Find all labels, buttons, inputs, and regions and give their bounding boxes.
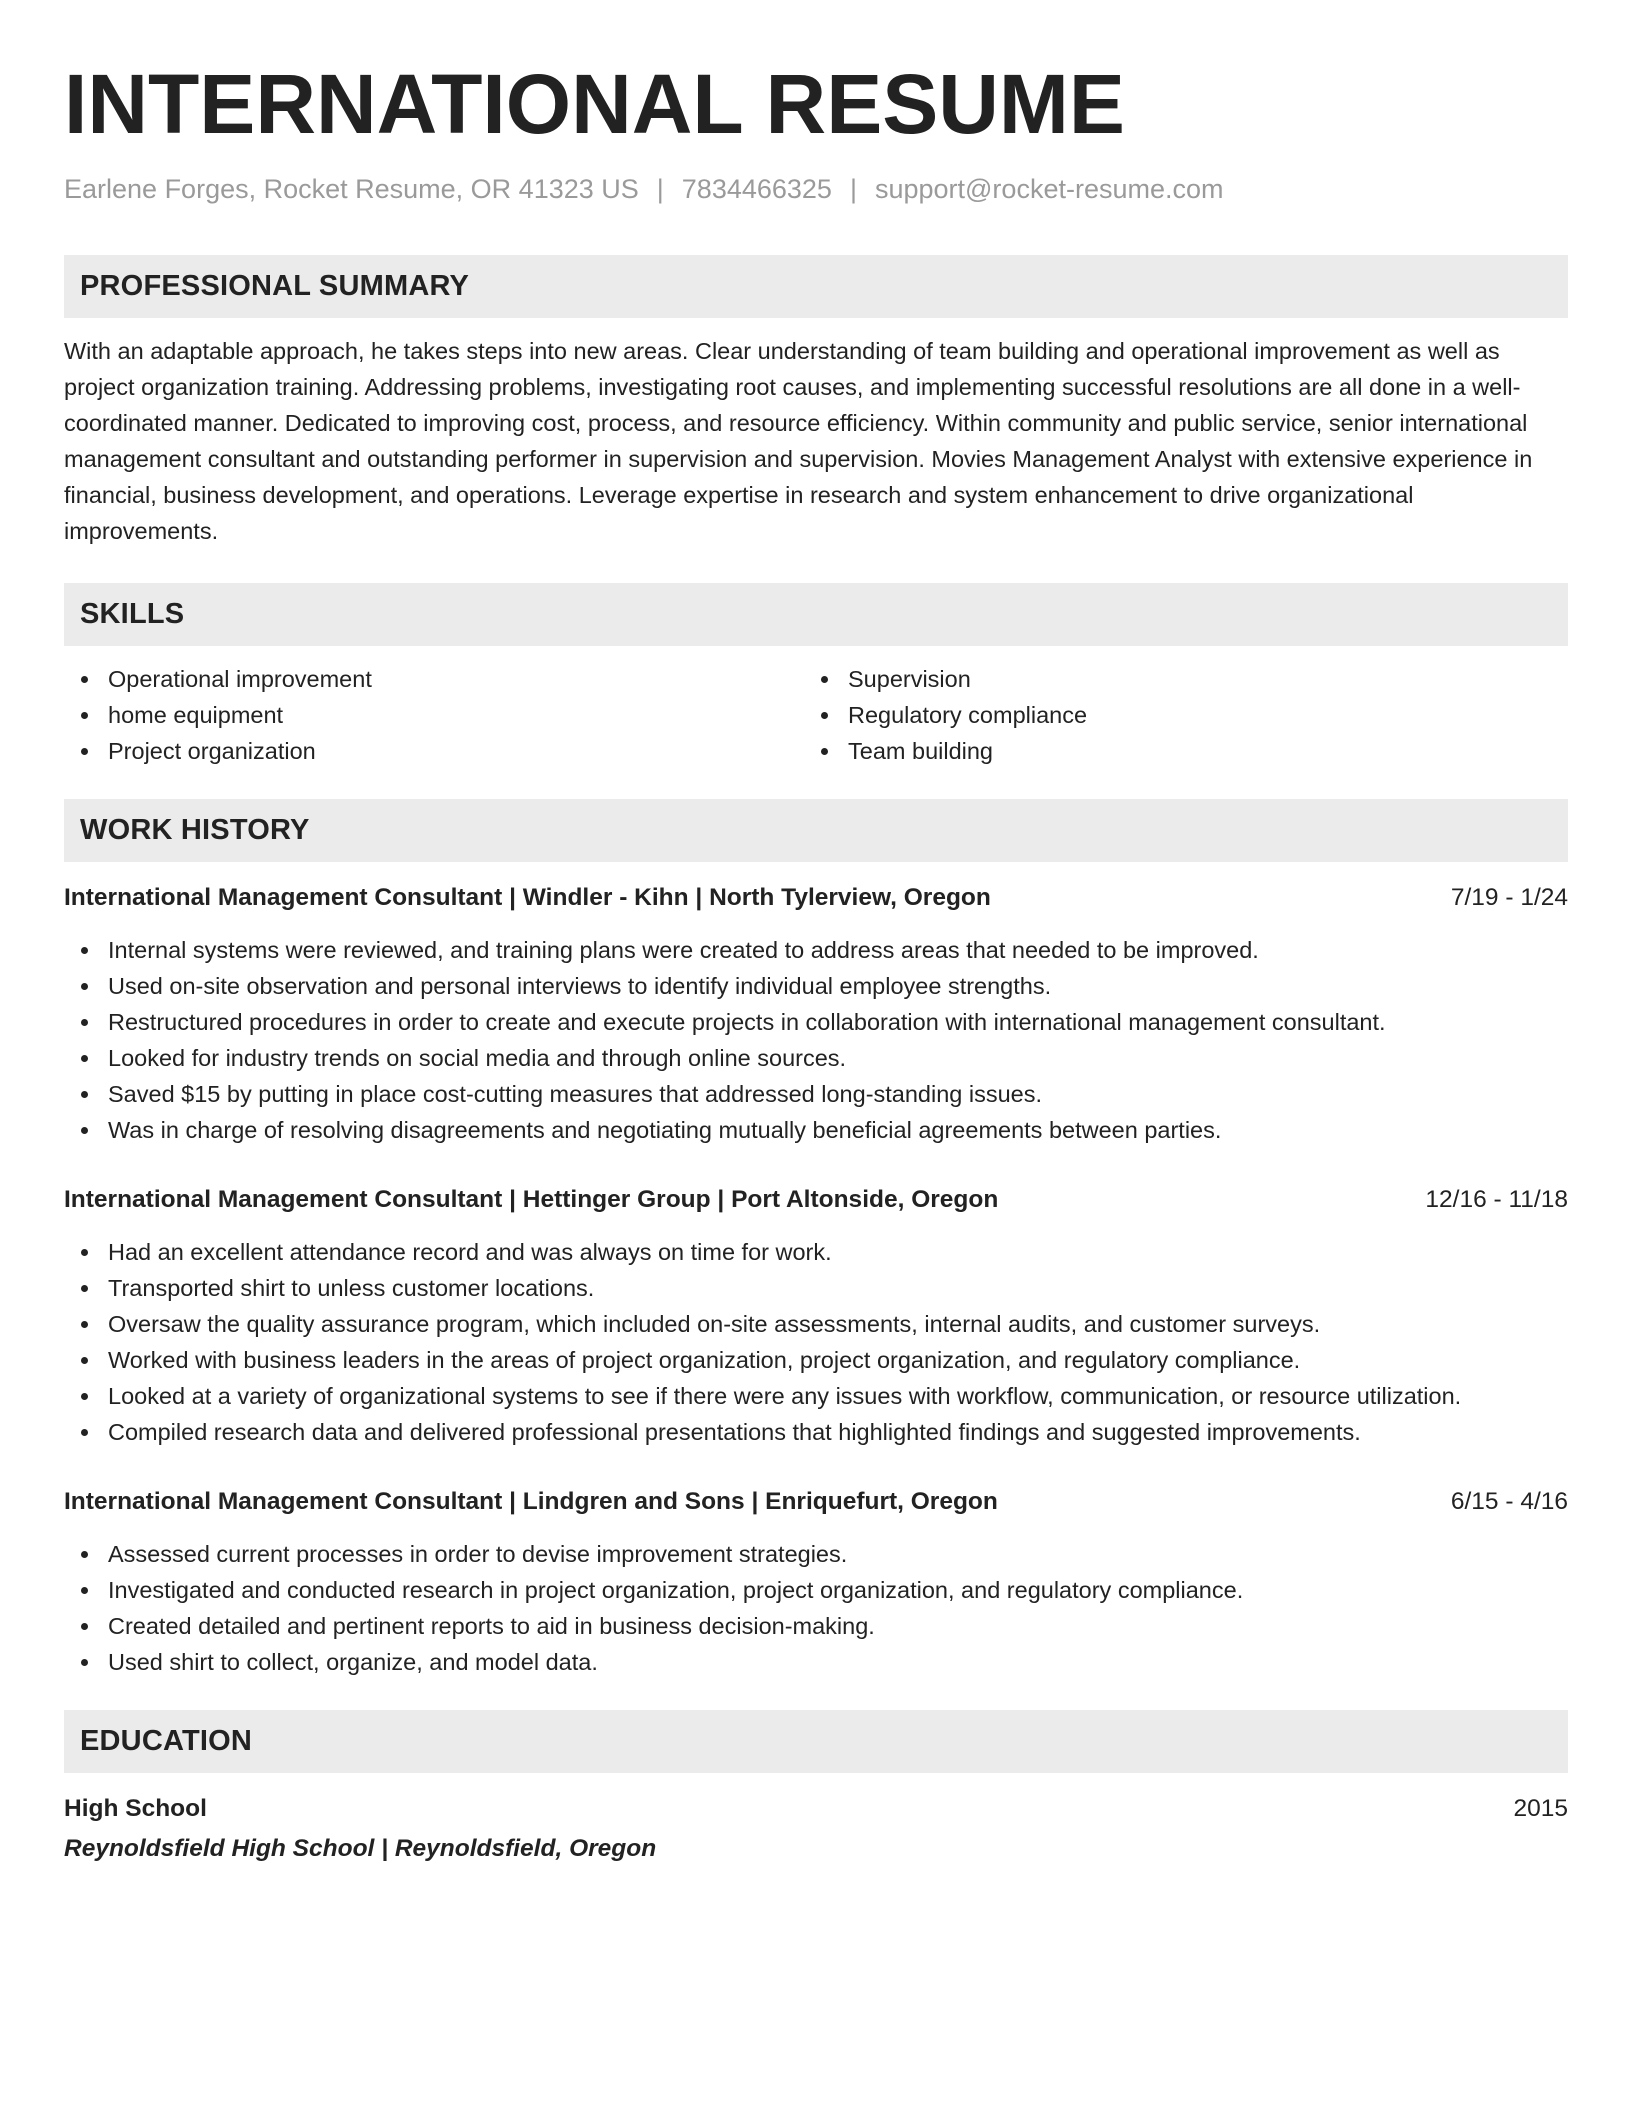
job-bullet: Saved $15 by putting in place cost-cutting measures that addressed long-standing issues. — [64, 1076, 1568, 1112]
job-entry — [64, 880, 1568, 1148]
job-header — [64, 1182, 1568, 1218]
skill-item: Team building — [804, 733, 1544, 769]
skill-item: Supervision — [804, 661, 1544, 697]
job-entry — [64, 1182, 1568, 1450]
job-bullet: Internal systems were reviewed, and training plans were created to address areas that needed to be improved. — [64, 932, 1568, 968]
skills-list — [64, 661, 1568, 769]
job-bullet: Transported shirt to unless customer locations. — [64, 1270, 1568, 1306]
skill-item: home equipment — [64, 697, 804, 733]
education-school: Reynoldsfield High School | Reynoldsfield, Oregon — [64, 1835, 657, 1862]
skills-heading: SKILLS — [64, 583, 1568, 646]
job-bullet: Had an excellent attendance record and was always on time for work. — [64, 1234, 1568, 1270]
job-header — [64, 1484, 1568, 1520]
job-header — [64, 880, 1568, 916]
contact-address: Earlene Forges, Rocket Resume, OR 41323 US — [64, 174, 639, 204]
contact-separator: | — [656, 174, 664, 204]
summary-text: With an adaptable approach, he takes steps into new areas. Clear understanding of team building and operational improvement as well as project organization training. Addressing problems, investigating root causes, and implementing successful resolutions are all done in a well-coordinated manner. Dedicated to improving cost, process, and resource efficiency. Within community and public service, senior international management consultant and outstanding performer in supervision and supervision. Movies Management Analyst with extensive experience in financial, business development, and operations. Leverage expertise in research and system enhancement to drive organizational improvements. — [64, 338, 1533, 544]
job-title: International Management Consultant | Lindgren and Sons | Enriquefurt, Oregon — [64, 1488, 998, 1515]
job-bullet: Worked with business leaders in the areas of project organization, project organization, and regulatory compliance. — [64, 1342, 1568, 1378]
contact-line — [64, 172, 1568, 206]
contact-email[interactable]: support@rocket-resume.com — [874, 174, 1224, 204]
resume-title: INTERNATIONAL RESUME — [64, 57, 1125, 151]
education-year: 2015 — [1513, 1795, 1568, 1822]
contact-separator: | — [849, 174, 857, 204]
job-dates: 7/19 - 1/24 — [1450, 884, 1568, 911]
education-header — [64, 1791, 1568, 1827]
job-bullets — [64, 1234, 1568, 1450]
job-bullet: Looked for industry trends on social media and through online sources. — [64, 1040, 1568, 1076]
job-title: International Management Consultant | Windler - Kihn | North Tylerview, Oregon — [64, 884, 991, 911]
job-bullet: Used shirt to collect, organize, and model data. — [64, 1644, 1568, 1680]
job-bullet: Created detailed and pertinent reports to aid in business decision-making. — [64, 1608, 1568, 1644]
education-degree: High School — [64, 1795, 207, 1822]
skills-column-left — [64, 661, 804, 769]
job-bullets — [64, 932, 1568, 1148]
skill-item: Project organization — [64, 733, 804, 769]
skill-item: Operational improvement — [64, 661, 804, 697]
contact-phone: 7834466325 — [681, 174, 832, 204]
summary-heading: PROFESSIONAL SUMMARY — [64, 255, 1568, 318]
job-dates: 12/16 - 11/18 — [1425, 1186, 1568, 1213]
skill-item: Regulatory compliance — [804, 697, 1544, 733]
job-bullet: Investigated and conducted research in project organization, project organization, and regulatory compliance. — [64, 1572, 1568, 1608]
education-entry — [64, 1791, 1568, 1867]
job-bullet: Looked at a variety of organizational systems to see if there were any issues with workflow, communication, or resource utilization. — [64, 1378, 1568, 1414]
education-heading: EDUCATION — [64, 1710, 1568, 1773]
job-bullet: Was in charge of resolving disagreements and negotiating mutually beneficial agreements between parties. — [64, 1112, 1568, 1148]
job-bullet: Oversaw the quality assurance program, which included on-site assessments, internal audits, and customer surveys. — [64, 1306, 1568, 1342]
job-bullets — [64, 1536, 1568, 1680]
work-history-heading: WORK HISTORY — [64, 799, 1568, 862]
job-bullet: Assessed current processes in order to devise improvement strategies. — [64, 1536, 1568, 1572]
job-bullet: Used on-site observation and personal interviews to identify individual employee strengths. — [64, 968, 1568, 1004]
job-title: International Management Consultant | Hettinger Group | Port Altonside, Oregon — [64, 1186, 999, 1213]
job-bullet: Compiled research data and delivered professional presentations that highlighted findings and suggested improvements. — [64, 1414, 1568, 1450]
job-dates: 6/15 - 4/16 — [1450, 1488, 1568, 1515]
skills-column-right — [804, 661, 1544, 769]
job-bullet: Restructured procedures in order to create and execute projects in collaboration with international management consultant. — [64, 1004, 1568, 1040]
job-entry — [64, 1484, 1568, 1680]
